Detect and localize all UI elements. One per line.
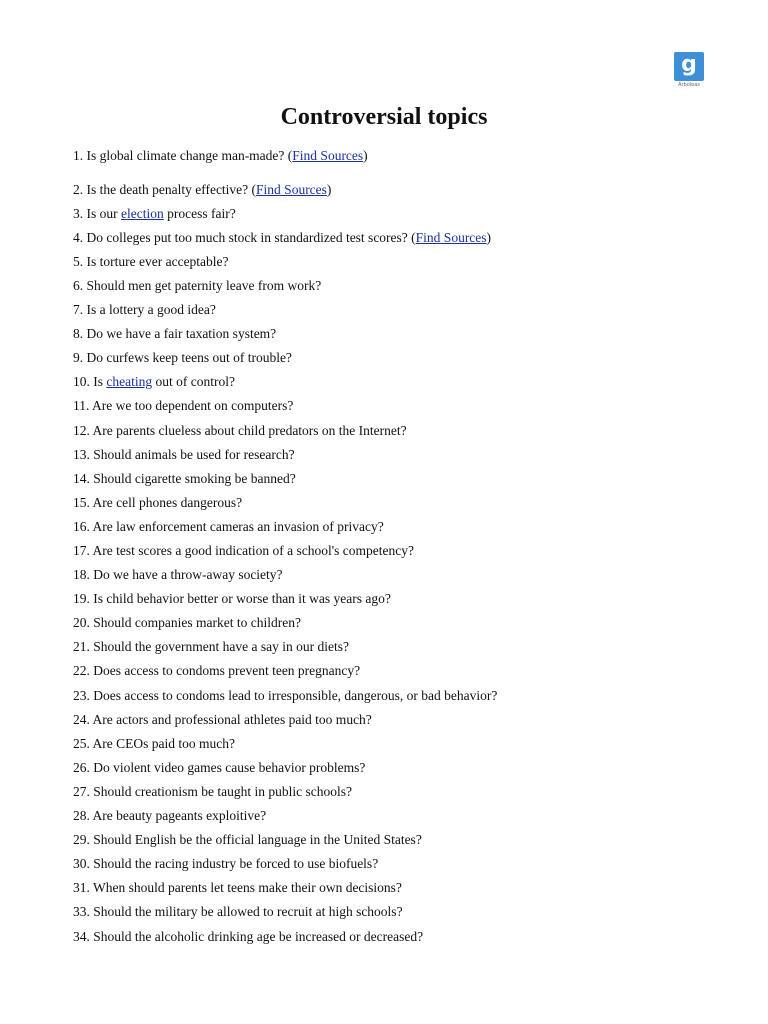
item-link[interactable]: cheating — [106, 374, 153, 390]
item-text: Are CEOs paid too much? — [92, 735, 235, 751]
item-text: Should the government have a say in our diets? — [93, 639, 349, 655]
item-text: Is a lottery a good idea? — [86, 302, 216, 318]
item-number: 13. — [73, 446, 90, 462]
item-number: 33. — [73, 904, 90, 920]
item-number: 24. — [73, 711, 90, 727]
item-number: 16. — [73, 518, 90, 534]
list-item — [73, 394, 497, 418]
item-number: 9. — [73, 350, 84, 366]
item-text: Should the racing industry be forced to use biofuels? — [93, 856, 379, 872]
item-number: 34. — [73, 928, 90, 944]
list-item — [73, 274, 497, 298]
item-text: Is child behavior better or worse than it was years ago? — [93, 591, 391, 607]
list-item — [73, 876, 497, 900]
item-text: Should companies market to children? — [93, 615, 301, 631]
item-number: 17. — [73, 543, 90, 558]
item-text: Is the death penalty effective? ( — [86, 181, 257, 197]
item-number: 19. — [73, 591, 90, 607]
item-number: 30. — [73, 856, 90, 872]
item-link[interactable]: election — [121, 205, 164, 221]
brand-logo — [674, 52, 706, 90]
item-number: 7. — [73, 302, 84, 318]
list-item — [73, 708, 497, 732]
item-text: Are beauty pageants exploitive? — [92, 808, 267, 824]
item-link[interactable]: Find Sources — [292, 148, 364, 163]
item-number: 23. — [73, 687, 90, 703]
item-number: 29. — [73, 832, 90, 848]
list-item — [73, 250, 497, 274]
list-item — [73, 611, 497, 635]
item-text-suffix: out of control? — [152, 374, 235, 390]
list-item — [73, 346, 497, 370]
list-item — [73, 226, 497, 250]
item-link[interactable]: Find Sources — [415, 229, 487, 245]
list-item — [73, 780, 497, 804]
item-number: 11. — [73, 398, 90, 414]
list-item — [73, 635, 497, 659]
item-text: Are cell phones dangerous? — [92, 494, 243, 510]
topic-list — [73, 144, 497, 949]
item-number: 1. — [73, 148, 84, 163]
item-number: 28. — [73, 808, 90, 824]
list-item — [73, 900, 497, 924]
list-item — [73, 202, 497, 226]
list-item — [73, 322, 497, 346]
list-item — [73, 732, 497, 756]
item-text: Should cigarette smoking be banned? — [93, 470, 296, 486]
item-text: Should creationism be taught in public schools? — [93, 783, 352, 799]
list-item — [73, 443, 497, 467]
item-text: Do colleges put too much stock in standardized test scores? ( — [86, 229, 416, 245]
list-item — [73, 491, 497, 515]
item-text: Do curfews keep teens out of trouble? — [86, 350, 292, 366]
item-text-suffix: ) — [326, 181, 332, 197]
item-text: Do we have a fair taxation system? — [86, 326, 277, 342]
item-number: 25. — [73, 735, 90, 751]
item-text: Is our — [86, 205, 121, 221]
item-text: Are test scores a good indication of a school's competency? — [92, 543, 414, 558]
item-text: Do violent video games cause behavior problems? — [93, 759, 366, 775]
item-number: 5. — [73, 253, 84, 269]
item-number: 12. — [73, 422, 90, 438]
item-number: 2. — [73, 181, 84, 197]
item-text: Does access to condoms lead to irresponsible, dangerous, or bad behavior? — [93, 687, 498, 703]
list-item — [73, 539, 497, 563]
list-item — [73, 467, 497, 491]
item-number: 4. — [73, 229, 84, 245]
list-item — [73, 756, 497, 780]
item-text: Are actors and professional athletes paid too much? — [92, 711, 372, 727]
item-number: 20. — [73, 615, 90, 631]
item-text: Should English be the official language in the United States? — [93, 832, 422, 848]
item-number: 22. — [73, 663, 90, 679]
logo-glyph: g — [681, 52, 697, 77]
item-text: Is torture ever acceptable? — [86, 253, 229, 269]
list-item — [73, 298, 497, 322]
logo-caption: Arboleas — [678, 82, 700, 88]
list-item — [73, 852, 497, 876]
item-text: Does access to condoms prevent teen pregnancy? — [93, 663, 361, 679]
item-number: 18. — [73, 567, 90, 583]
item-text: Is — [93, 374, 107, 390]
item-number: 15. — [73, 494, 90, 510]
item-number: 21. — [73, 639, 90, 655]
item-text-suffix: ) — [363, 148, 368, 163]
list-item — [73, 684, 497, 708]
item-text: When should parents let teens make their own decisions? — [93, 880, 402, 896]
list-item — [73, 828, 497, 852]
list-item — [73, 178, 497, 202]
item-text: Are we too dependent on computers? — [92, 398, 294, 414]
list-item — [73, 659, 497, 683]
item-text: Do we have a throw-away society? — [93, 567, 283, 583]
list-item — [73, 587, 497, 611]
item-number: 14. — [73, 470, 90, 486]
list-item — [73, 144, 497, 168]
item-number: 27. — [73, 783, 90, 799]
list-item — [73, 370, 497, 394]
item-text: Are parents clueless about child predators on the Internet? — [92, 422, 407, 438]
item-text: Should the alcoholic drinking age be increased or decreased? — [93, 928, 424, 944]
page-title: Controversial topics — [280, 104, 488, 130]
item-text: Should the military be allowed to recruit at high schools? — [93, 904, 403, 920]
item-number: 6. — [73, 277, 84, 293]
item-text: Should animals be used for research? — [93, 446, 295, 462]
item-text: Are law enforcement cameras an invasion of privacy? — [92, 518, 384, 534]
item-number: 10. — [73, 374, 90, 390]
item-link[interactable]: Find Sources — [256, 181, 327, 197]
item-text: Should men get paternity leave from work? — [86, 277, 322, 293]
item-text-suffix: process fair? — [163, 205, 236, 221]
item-number: 8. — [73, 326, 84, 342]
item-number: 31. — [73, 880, 90, 896]
list-item — [73, 804, 497, 828]
item-text-suffix: ) — [486, 229, 492, 245]
list-item — [73, 925, 497, 949]
list-item — [73, 419, 497, 443]
item-number: 3. — [73, 205, 84, 221]
item-text: Is global climate change man-made? ( — [86, 148, 293, 163]
list-item — [73, 563, 497, 587]
logo-icon — [674, 52, 704, 81]
list-item — [73, 515, 497, 539]
item-number: 26. — [73, 759, 90, 775]
